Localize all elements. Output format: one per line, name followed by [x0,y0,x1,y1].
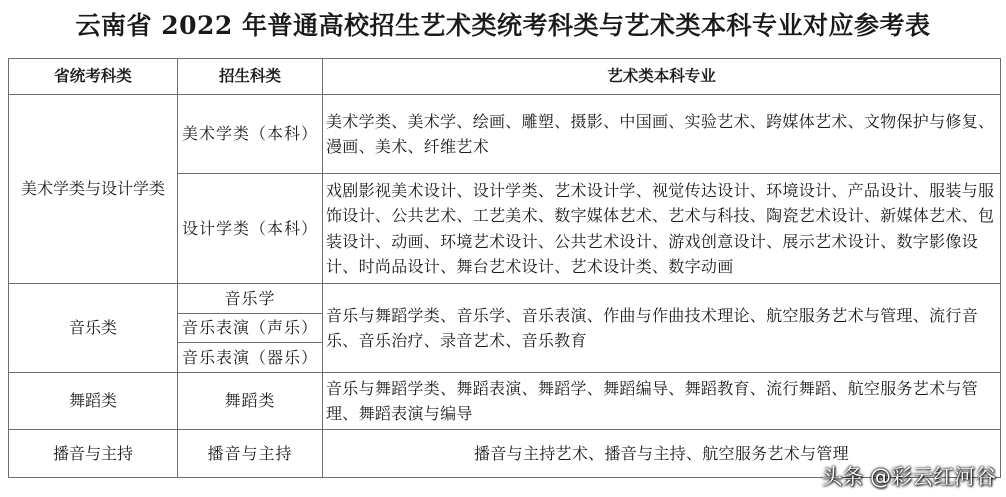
subject-cell: 美术学类（本科） [178,95,323,174]
category-cell: 播音与主持 [9,430,178,478]
category-cell: 音乐类 [9,284,178,373]
subject-cell: 音乐表演（器乐） [178,343,323,373]
header-enroll-subject: 招生科类 [178,59,323,95]
category-cell: 美术学类与设计学类 [9,95,178,284]
subject-cell: 音乐表演（声乐） [178,314,323,343]
reference-table [8,58,1001,478]
majors-cell: 播音与主持艺术、播音与主持、航空服务艺术与管理 [323,430,1001,478]
table-row [9,284,1001,314]
majors-cell: 音乐与舞蹈学类、舞蹈表演、舞蹈学、舞蹈编导、舞蹈教育、流行舞蹈、航空服务艺术与管理、舞蹈表演与编导 [323,373,1001,430]
majors-cell: 美术学类、美术学、绘画、雕塑、摄影、中国画、实验艺术、跨媒体艺术、文物保护与修复、漫画、美术、纤维艺术 [323,95,1001,174]
majors-cell: 戏剧影视美术设计、设计学类、艺术设计学、视觉传达设计、环境设计、产品设计、服装与服饰设计、公共艺术、工艺美术、数字媒体艺术、艺术与科技、陶瓷艺术设计、新媒体艺术、包装设计、动画、环境艺术设计、公共艺术设计、游戏创意设计、展示艺术设计、数字影像设计、时尚品设计、舞台艺术设计、艺术设计类、数字动画 [323,174,1001,284]
header-exam-category: 省统考科类 [9,59,178,95]
category-cell: 舞蹈类 [9,373,178,430]
subject-cell: 舞蹈类 [178,373,323,430]
table-row [9,95,1001,174]
watermark: 头条 @彩云红河谷 [821,465,996,489]
subject-cell: 音乐学 [178,284,323,314]
subject-cell: 播音与主持 [178,430,323,478]
page-title: 云南省 2022 年普通高校招生艺术类统考科类与艺术类本科专业对应参考表 [75,11,931,40]
header-row [9,59,1001,95]
majors-cell: 音乐与舞蹈学类、音乐学、音乐表演、作曲与作曲技术理论、航空服务艺术与管理、流行音乐、音乐治疗、录音艺术、音乐教育 [323,284,1001,373]
subject-cell: 设计学类（本科） [178,174,323,284]
table-row [9,373,1001,430]
header-art-majors: 艺术类本科专业 [323,59,1001,95]
